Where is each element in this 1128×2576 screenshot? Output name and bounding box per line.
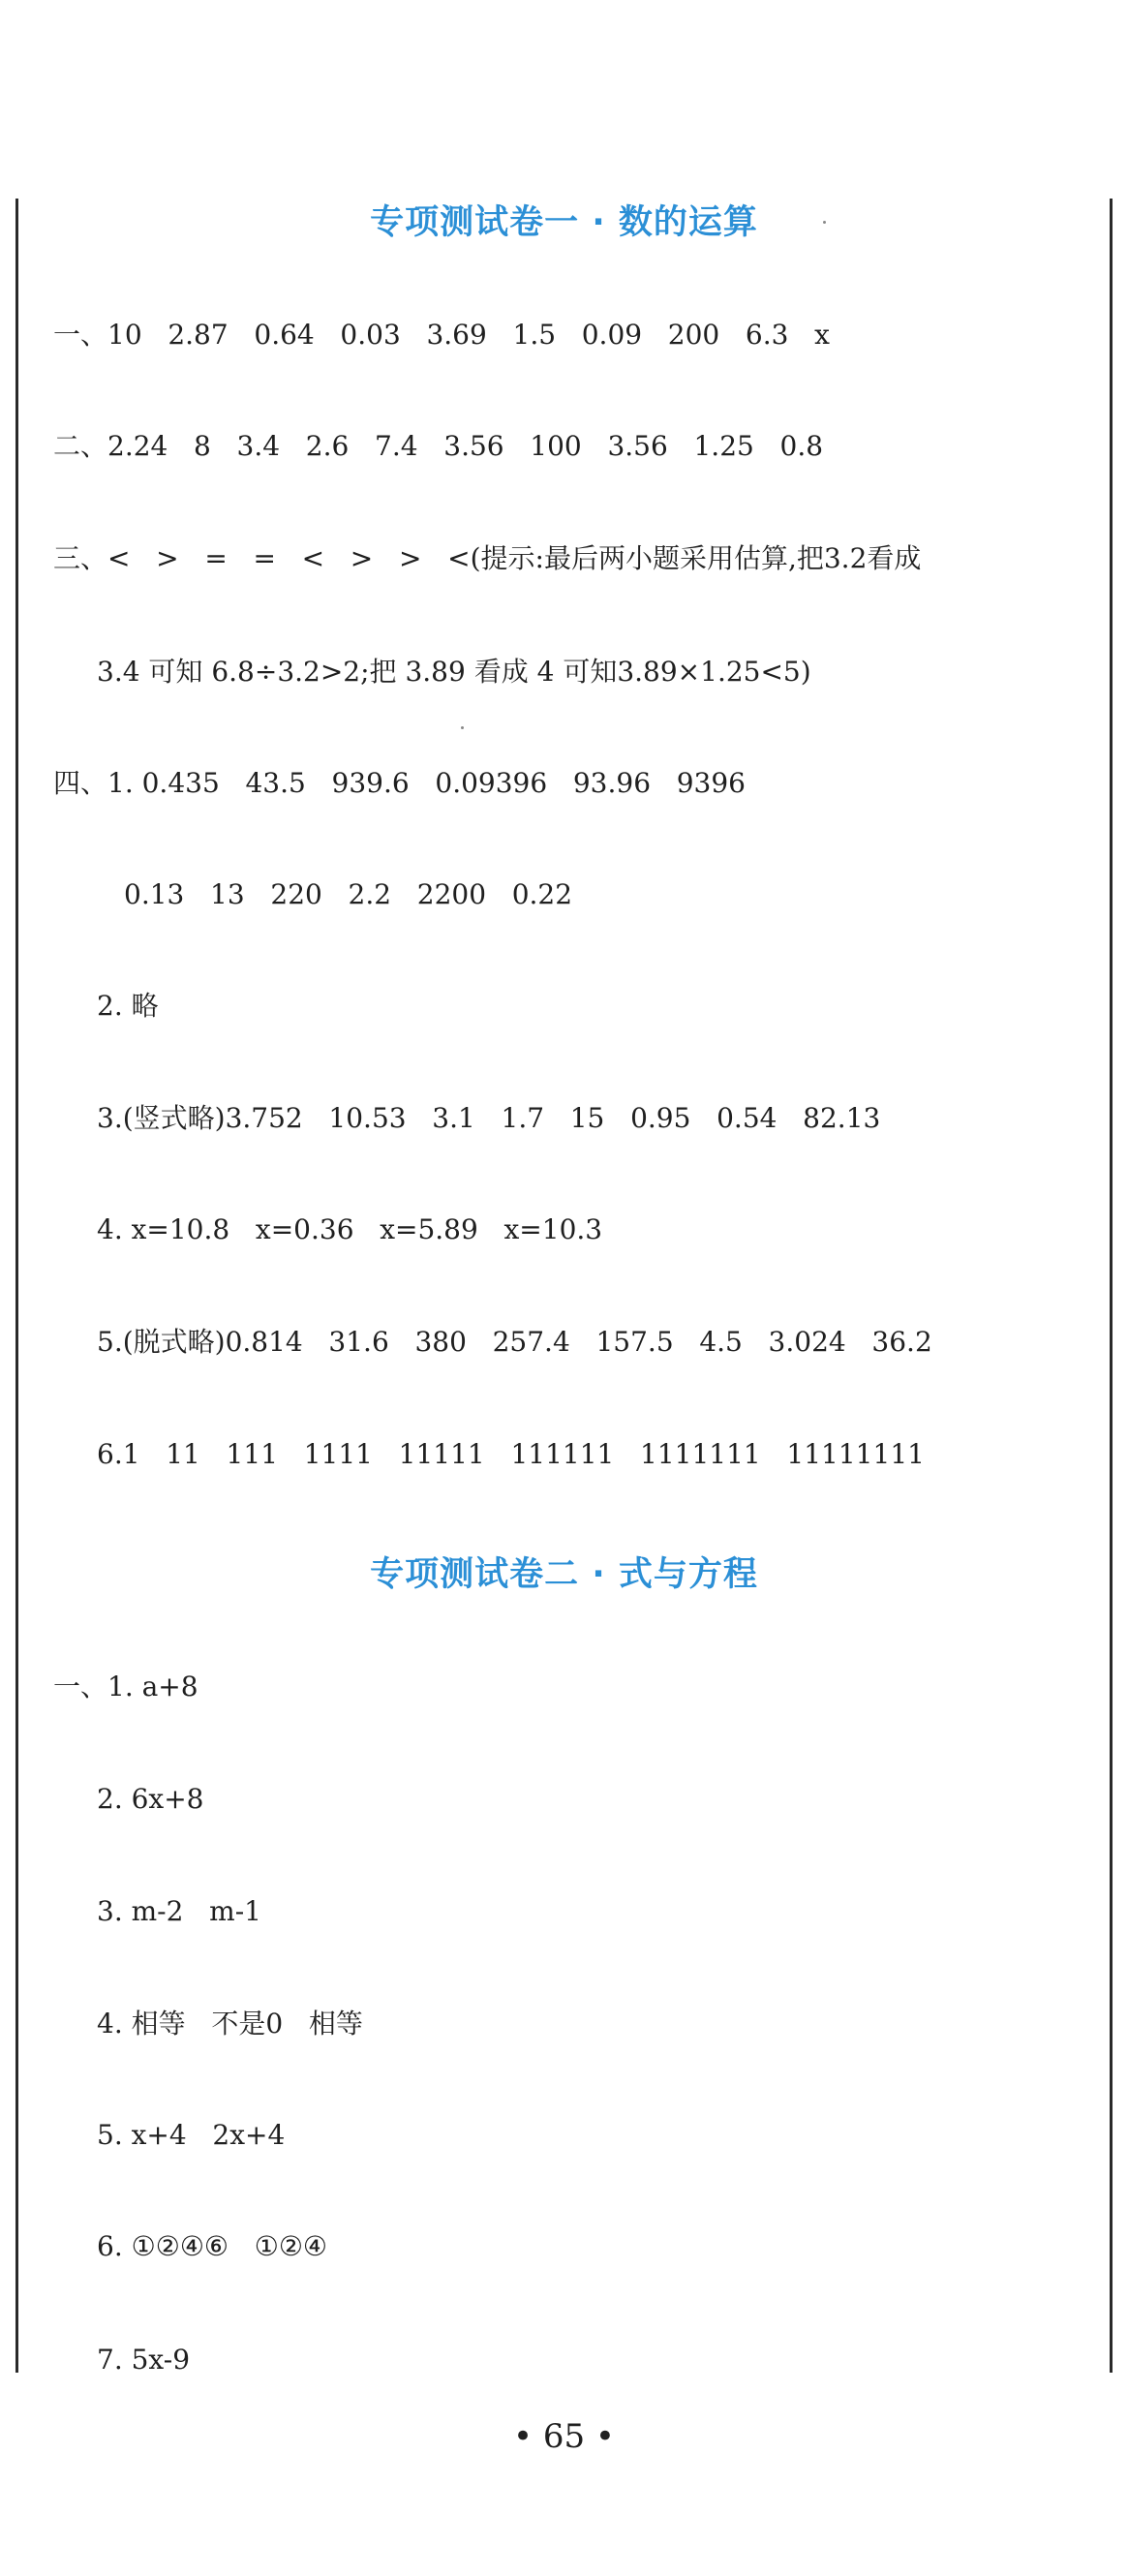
answer-line: 6.1 11 111 1111 11111 111111 1111111 11111111 — [97, 1438, 925, 1470]
page-number: • 65 • — [513, 2417, 615, 2456]
answer-line: 4. 相等 不是0 相等 — [97, 2008, 363, 2039]
answer-line: 7. 5x-9 — [97, 2344, 191, 2376]
answer-line: 四、1. 0.435 43.5 939.6 0.09396 93.96 9396 — [53, 767, 746, 799]
answer-line: 一、10 2.87 0.64 0.03 3.69 1.5 0.09 200 6.3 x — [53, 319, 830, 351]
scan-speck — [461, 726, 464, 729]
answer-line: 5. x+4 2x+4 — [97, 2119, 286, 2151]
section1-title: 专项测试卷一 · 数的运算 — [370, 203, 758, 242]
left-margin-rule — [15, 199, 18, 2373]
scan-speck — [823, 221, 826, 224]
answer-line: 0.13 13 220 2.2 2200 0.22 — [124, 878, 573, 910]
answer-line: 2. 6x+8 — [97, 1783, 204, 1815]
answer-line: 5.(脱式略)0.814 31.6 380 257.4 157.5 4.5 3.024 36.2 — [97, 1326, 932, 1358]
answer-line: 6. ①②④⑥ ①②④ — [97, 2230, 328, 2262]
answer-line: 3.4 可知 6.8÷3.2>2;把 3.89 看成 4 可知3.89×1.25<5) — [97, 656, 811, 688]
answer-line: 三、< > = = < > > <(提示:最后两小题采用估算,把3.2看成 — [53, 542, 922, 574]
answer-line: 2. 略 — [97, 990, 159, 1022]
section2-title: 专项测试卷二 · 式与方程 — [370, 1555, 758, 1594]
answer-line: 二、2.24 8 3.4 2.6 7.4 3.56 100 3.56 1.25 0.8 — [53, 430, 824, 462]
answer-line: 3. m-2 m-1 — [97, 1895, 261, 1927]
answer-line: 3.(竖式略)3.752 10.53 3.1 1.7 15 0.95 0.54 82.13 — [97, 1102, 881, 1134]
answer-line: 4. x=10.8 x=0.36 x=5.89 x=10.3 — [97, 1213, 603, 1245]
right-margin-rule — [1110, 199, 1113, 2373]
answer-line: 一、1. a+8 — [53, 1671, 198, 1702]
